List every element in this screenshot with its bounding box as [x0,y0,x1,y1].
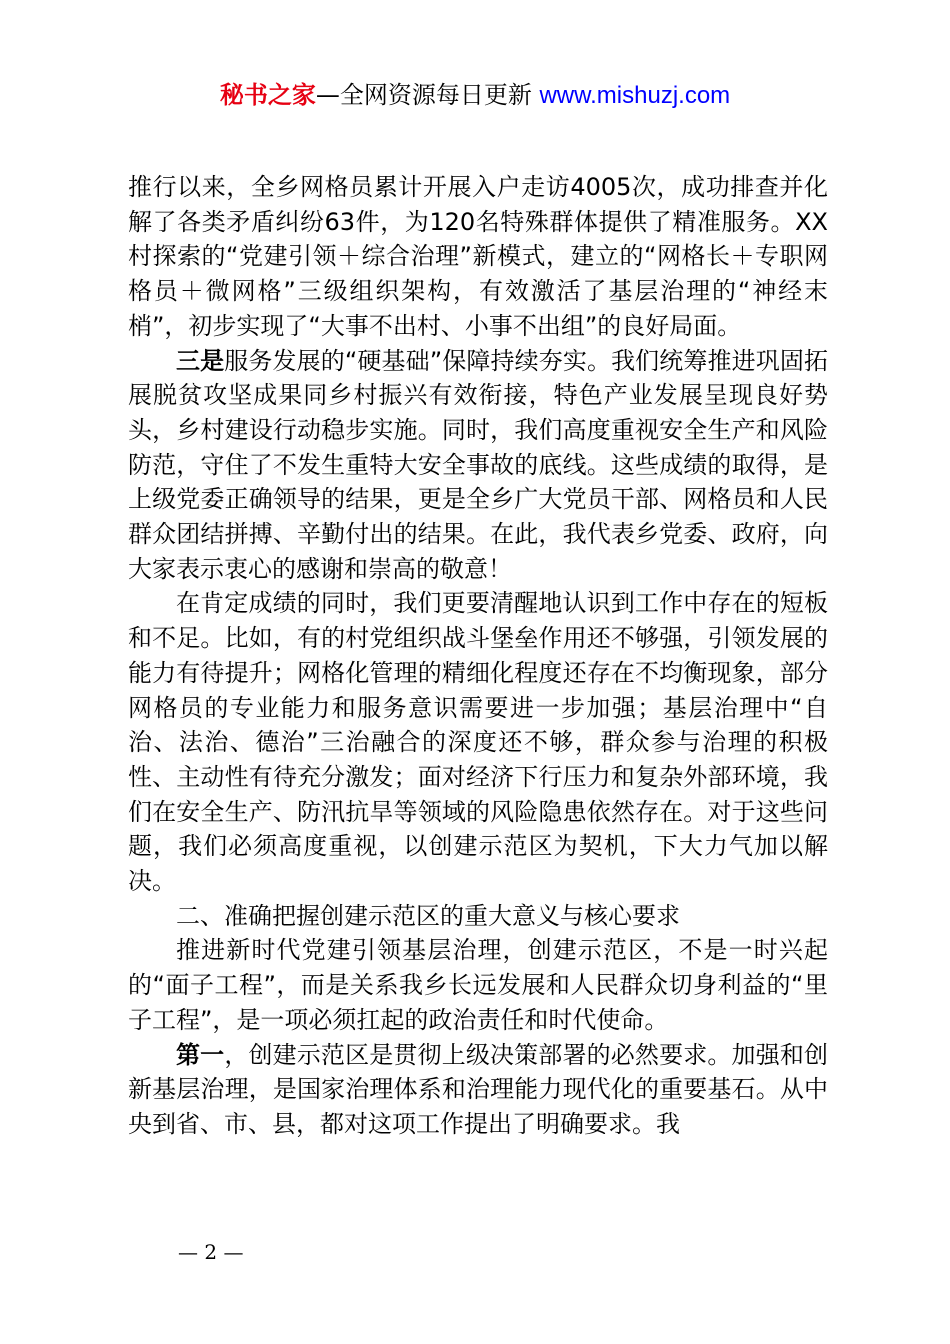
paragraph-continuation [128,170,828,344]
paragraph-first-point [128,1038,828,1142]
paragraph-lead: 三是 [176,346,225,375]
page-number: — 2 — [178,1240,244,1264]
paragraph-text: 推行以来，全乡网格员累计开展入户走访4005次，成功排查并化解了各类矛盾纠纷63件，为120名特殊群体提供了精准服务。XX村探索的“党建引领＋综合治理”新模式，建立的“网格长＋专职网格员＋微网格”三级组织架构，有效激活了基层治理的“神经末梢”，初步实现了“大事不出村、小事不出组”的良好局面。 [128,173,828,340]
paragraph-text: 服务发展的“硬基础”保障持续夯实。我们统筹推进巩固拓展脱贫攻坚成果同乡村振兴有效衔接，特色产业发展呈现良好势头，乡村建设行动稳步实施。同时，我们高度重视安全生产和风险防范，守住了不发生重特大安全事故的底线。这些成绩的取得，是上级党委正确领导的结果，更是全乡广大党员干部、网格员和人民群众团结拼搏、辛勤付出的结果。在此，我代表乡党委、政府，向大家表示衷心的感谢和崇高的敬意！ [128,346,828,583]
site-banner [0,78,950,113]
paragraph-significance [128,933,828,1037]
paragraph-text: 推进新时代党建引领基层治理，创建示范区，不是一时兴起的“面子工程”，而是关系我乡长远发展和人民群众切身利益的“里子工程”，是一项必须扛起的政治责任和时代使命。 [128,936,828,1034]
site-slogan: —全网资源每日更新 [315,81,532,109]
paragraph-lead: 第一 [176,1040,225,1069]
paragraph-text: 在肯定成绩的同时，我们更要清醒地认识到工作中存在的短板和不足。比如，有的村党组织战斗堡垒作用还不够强，引领发展的能力有待提升；网格化管理的精细化程度还存在不均衡现象，部分网格员的专业能力和服务意识需要进一步加强；基层治理中“自治、法治、德治”三治融合的深度还不够，群众参与治理的积极性、主动性有待充分激发；面对经济下行压力和复杂外部环境，我们在安全生产、防汛抗旱等领域的风险隐患依然存在。对于这些问题，我们必须高度重视，以创建示范区为契机，下大力气加以解决。 [128,589,828,896]
section-heading [128,899,828,934]
paragraph-text: 二、准确把握创建示范区的重大意义与核心要求 [176,901,680,930]
site-url[interactable]: www.mishuzj.com [539,82,731,109]
paragraph-shortcomings [128,586,828,898]
paragraph-text: ，创建示范区是贯彻上级决策部署的必然要求。加强和创新基层治理，是国家治理体系和治理能力现代化的重要基石。从中央到省、市、县，都对这项工作提出了明确要求。我 [128,1040,829,1138]
site-brand: 秘书之家 [219,81,316,109]
paragraph-third-point [128,344,828,587]
document-body [128,170,828,1142]
